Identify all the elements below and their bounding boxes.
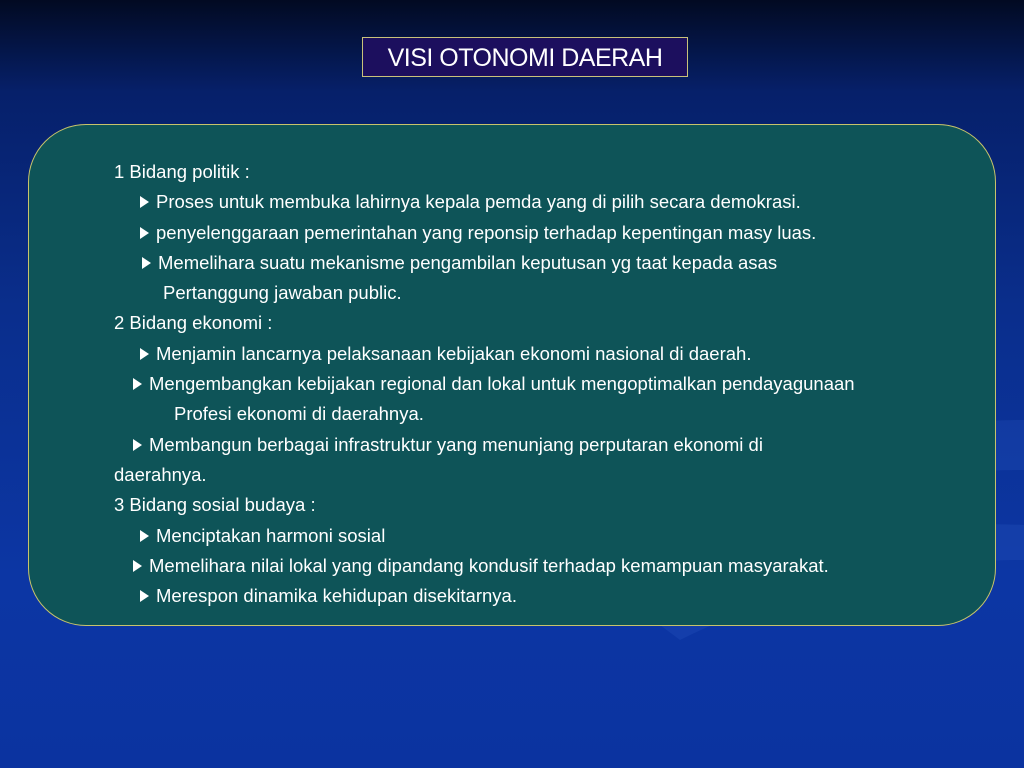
line-text: Memelihara nilai lokal yang dipandang kondusif terhadap kemampuan masyarakat. — [149, 554, 829, 576]
list-item — [114, 581, 984, 611]
list-item-continuation — [114, 278, 984, 308]
arrowhead-bullet-icon — [133, 439, 142, 451]
arrowhead-bullet-icon — [140, 227, 149, 239]
list-item-continuation — [114, 399, 984, 429]
section-heading-sosial-budaya — [114, 490, 984, 520]
line-text: Mengembangkan kebijakan regional dan lokal untuk mengoptimalkan pendayagunaan — [149, 373, 855, 395]
slide-title — [362, 37, 688, 77]
line-text: Menciptakan harmoni sosial — [156, 524, 386, 546]
arrowhead-bullet-icon — [140, 590, 149, 602]
list-item — [114, 187, 984, 217]
line-text: 2 Bidang ekonomi : — [114, 312, 273, 334]
line-text: Memelihara suatu mekanisme pengambilan keputusan yg taat kepada asas — [158, 251, 778, 273]
line-text: 3 Bidang sosial budaya : — [114, 494, 316, 516]
list-item — [114, 369, 984, 399]
list-item — [114, 521, 984, 551]
list-item — [114, 339, 984, 369]
line-text: Pertanggung jawaban public. — [163, 282, 402, 304]
arrowhead-bullet-icon — [133, 378, 142, 390]
line-text: penyelenggaraan pemerintahan yang reponsip terhadap kepentingan masy luas. — [156, 221, 817, 243]
content-list — [114, 157, 984, 611]
arrowhead-bullet-icon — [140, 530, 149, 542]
list-item — [114, 551, 984, 581]
arrowhead-bullet-icon — [140, 196, 149, 208]
section-heading-politik — [114, 157, 984, 187]
line-text: Membangun berbagai infrastruktur yang menunjang perputaran ekonomi di — [149, 433, 763, 455]
slide-title-text: VISI OTONOMI DAERAH — [387, 44, 663, 72]
line-text: Proses untuk membuka lahirnya kepala pemda yang di pilih secara demokrasi. — [156, 191, 801, 213]
section-heading-ekonomi — [114, 308, 984, 338]
arrowhead-bullet-icon — [133, 560, 142, 572]
list-item — [114, 248, 984, 278]
line-text: Profesi ekonomi di daerahnya. — [174, 403, 424, 425]
arrowhead-bullet-icon — [140, 348, 149, 360]
line-text: daerahnya. — [114, 463, 207, 485]
line-text: 1 Bidang politik : — [114, 161, 250, 182]
line-text: Merespon dinamika kehidupan disekitarnya. — [156, 585, 517, 607]
list-item — [114, 218, 984, 248]
arrowhead-bullet-icon — [142, 257, 151, 269]
list-item — [114, 430, 984, 460]
list-item-continuation — [114, 460, 984, 490]
line-text: Menjamin lancarnya pelaksanaan kebijakan ekonomi nasional di daerah. — [156, 342, 752, 364]
